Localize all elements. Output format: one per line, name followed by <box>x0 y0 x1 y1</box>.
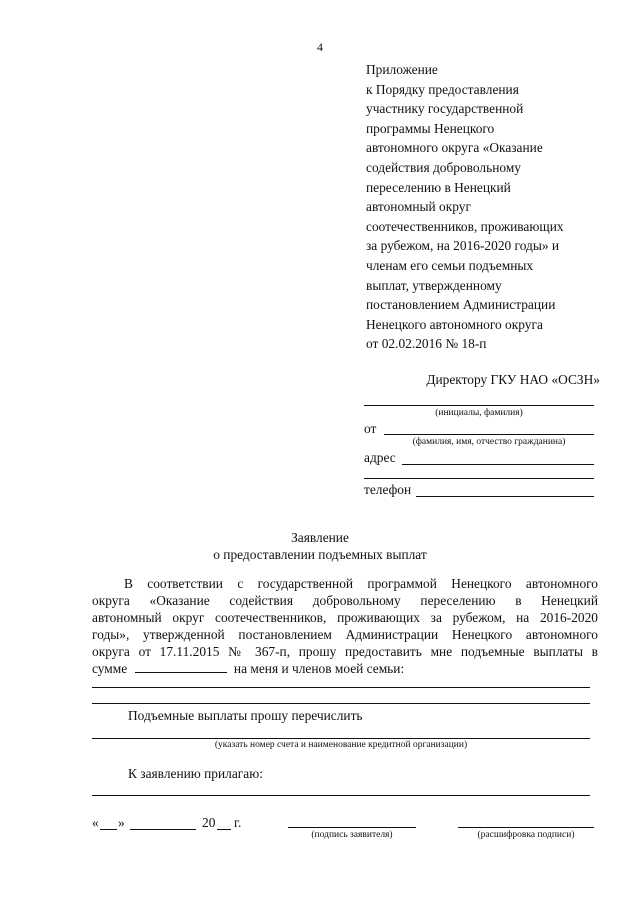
appendix-line: Приложение <box>366 62 438 77</box>
from-blank[interactable] <box>384 434 594 435</box>
appendix-line: к Порядку предоставления <box>366 81 519 97</box>
address-label: адрес <box>364 450 396 465</box>
paragraph-line: округа «Оказание содействия добровольному переселению в Ненецкий <box>92 593 598 608</box>
appendix-line: переселению в Ненецкий <box>366 179 511 195</box>
appendix-line: от 02.02.2016 № 18-п <box>366 336 487 352</box>
members-blank-1[interactable] <box>92 687 590 688</box>
signature-blank[interactable] <box>288 827 416 828</box>
from-label: от <box>364 421 377 436</box>
appendix-line: Ненецкого автономного округа <box>366 316 543 332</box>
sum-line <box>92 660 598 677</box>
paragraph-line: годы», утвержденной постановлением Администрации Ненецкого автономного <box>92 627 598 642</box>
decode-caption: (расшифровка подписи) <box>477 830 575 840</box>
appendix-line: автономный округ <box>366 199 471 215</box>
day-blank[interactable] <box>100 829 117 830</box>
year-blank[interactable] <box>217 829 231 830</box>
address-blank[interactable] <box>402 464 594 465</box>
attachments-blank[interactable] <box>92 795 590 796</box>
members-blank-2[interactable] <box>92 703 590 704</box>
sum-suffix: на меня и членов моей семьи: <box>233 661 405 676</box>
appendix-line: членам его семьи подъемных <box>366 257 534 273</box>
appendix-line: участнику государственной <box>366 101 524 117</box>
account-blank[interactable] <box>92 738 590 739</box>
appendix-block <box>366 60 616 354</box>
transfer-text: Подъемные выплаты прошу перечислить <box>128 708 363 723</box>
month-blank[interactable] <box>130 829 196 830</box>
sum-label: сумме <box>92 661 128 676</box>
paragraph-line: В соответствии с государственной программой Ненецкого автономного <box>124 576 598 591</box>
year-prefix: 20 <box>202 815 216 830</box>
decode-blank[interactable] <box>458 827 594 828</box>
signature-caption: (подпись заявителя) <box>311 830 393 840</box>
appendix-line: программы Ненецкого <box>366 120 495 136</box>
initials-caption: (инициалы, фамилия) <box>435 408 523 418</box>
director-line: Директору ГКУ НАО «ОСЗН» <box>426 372 600 387</box>
address-blank-2[interactable] <box>364 478 594 479</box>
appendix-line: постановлением Администрации <box>366 297 556 313</box>
appendix-line: выплат, утвержденному <box>366 277 502 293</box>
sum-blank[interactable] <box>135 660 227 673</box>
attach-text: К заявлению прилагаю: <box>128 766 263 781</box>
appendix-line: соотечественников, проживающих <box>366 218 564 234</box>
page-number: 4 <box>317 40 323 54</box>
date-close-quote: » <box>118 815 125 830</box>
document-subtitle: о предоставлении подъемных выплат <box>213 547 427 562</box>
paragraph-line: округа от 17.11.2015 № 367-п, прошу предоставить мне подъемные выплаты в <box>92 644 598 659</box>
appendix-line: автономного округа «Оказание <box>366 140 543 156</box>
document-title: Заявление <box>291 530 349 545</box>
phone-label: телефон <box>364 482 412 497</box>
phone-blank[interactable] <box>416 496 594 497</box>
from-caption: (фамилия, имя, отчество гражданина) <box>412 437 566 447</box>
initials-blank[interactable] <box>364 405 594 406</box>
paragraph-line: автономный округ соотечественников, проживающих за рубежом, на 2016-2020 <box>92 610 598 625</box>
account-caption: (указать номер счета и наименование кредитной организации) <box>214 740 468 750</box>
appendix-line: содействия добровольному <box>366 159 521 175</box>
date-open-quote: « <box>92 815 99 830</box>
year-suffix: г. <box>234 815 242 830</box>
appendix-line: за рубежом, на 2016-2020 годы» и <box>366 238 560 254</box>
